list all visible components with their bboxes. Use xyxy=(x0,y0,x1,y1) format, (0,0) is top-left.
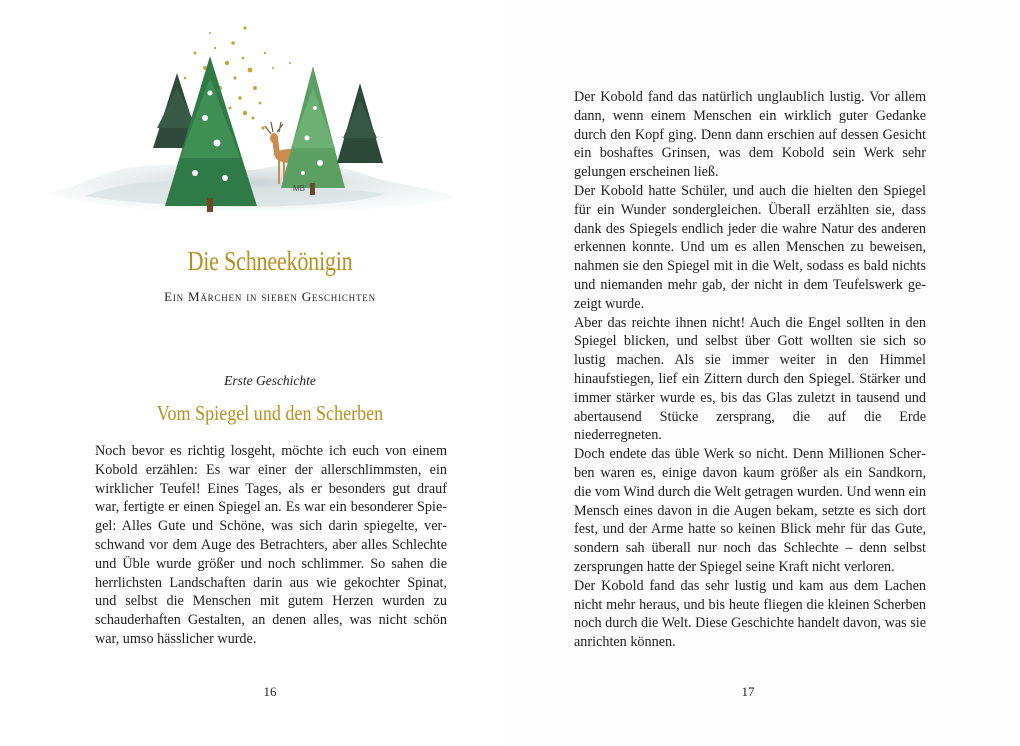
left-page-body xyxy=(95,442,447,649)
tree-dark-right xyxy=(337,83,383,163)
paragraph: Noch bevor es richtig losgeht, möchte ich euch von einem Kobold erzählen: Es war einer der allerschlimmsten, ein wirklicher Teufel! Eines Tages, als er besonders gut drauf war, fertigte er einen Spiegel an. Es war ein besonderer Spiegel: Alles Gute und Schöne, was sich darin spiegelte, verschwand vor dem Auge des Betrachters, aber alles Schlechte und Üble wurde größer und noch schlimmer. So sahen die herrlichsten Landschaften darin aus wie gekochter Spinat, und selbst die Menschen mit gutem Herzen wurden zu schauderhaften Gestalten, an denen alles, was nicht schön war, umso hässlicher wurde. xyxy=(95,443,447,647)
right-page-body xyxy=(574,88,926,652)
paragraph: Der Kobold fand das sehr lustig und kam aus dem Lachen nicht mehr heraus, und bis heute fliegen die kleinen Scherben noch durch die Welt. Diese Geschichte handelt davon, was sie anrichten können. xyxy=(574,577,926,651)
chapter-title: Vom Spiegel und den Scherben xyxy=(156,401,384,425)
artist-signature: MB xyxy=(293,184,305,193)
book-title: Die Schneekönigin xyxy=(187,246,353,276)
book-subtitle: Ein Märchen in sieben Geschichten xyxy=(164,289,376,304)
winter-forest-illustration xyxy=(45,8,465,213)
chapter-label: Erste Geschichte xyxy=(224,373,316,388)
page-number-right: 17 xyxy=(741,684,755,699)
paragraph: Der Kobold hatte Schüler, und auch die hielten den Spiegel für ein Wunder sondergleichen. Überall erzählten sie, dass dank des Spiegels endlich jeder die wahre Natur des anderen erkennen konnte. Und um es allen Menschen zu beweisen, nahmen sie den Spiegel mit in die Welt, sodass es bald nichts und niemanden mehr gab, der nicht in dem Teufelswerk gezeigt wurde. xyxy=(574,182,926,312)
tree-light-right xyxy=(281,66,345,195)
page-number-left: 16 xyxy=(263,684,277,699)
paragraph: Der Kobold fand das natürlich unglaublich lustig. Vor allem dann, wenn einem Menschen ein wirklich guter Gedanke durch den Kopf ging. Denn dann erschien auf dessen Gesicht ein boshaftes Grinsen, was dem Kobold sein Werk sehr gelungen erscheinen ließ. xyxy=(574,89,926,181)
paragraph: Doch endete das üble Werk so nicht. Denn Millionen Scherben waren es, einige davon kaum größer als ein Sandkorn, die vom Wind durch die Welt getragen wurden. Und wenn ein Mensch eines davon in die Augen bekam, setzte es sich dort fest, und der Arme hatte so keinen Blick mehr für das Gute, sondern sah überall nur noch das Schlechte – denn selbst zersprungen hatte der Spiegel seine Kraft nicht verloren. xyxy=(574,446,926,575)
paragraph: Aber das reichte ihnen nicht! Auch die Engel sollten in den Spiegel blicken, und selbst über Gott wollten sie sich so lustig machen. Als sie immer weiter in den Himmel hinaufstiegen, lief ein Zittern durch den Spiegel. Stärker und immer stärker wurde es, bis das Glas zuletzt in tausend und abertausend Stücke zersprang, die auf die Erde niederregneten. xyxy=(574,314,926,444)
